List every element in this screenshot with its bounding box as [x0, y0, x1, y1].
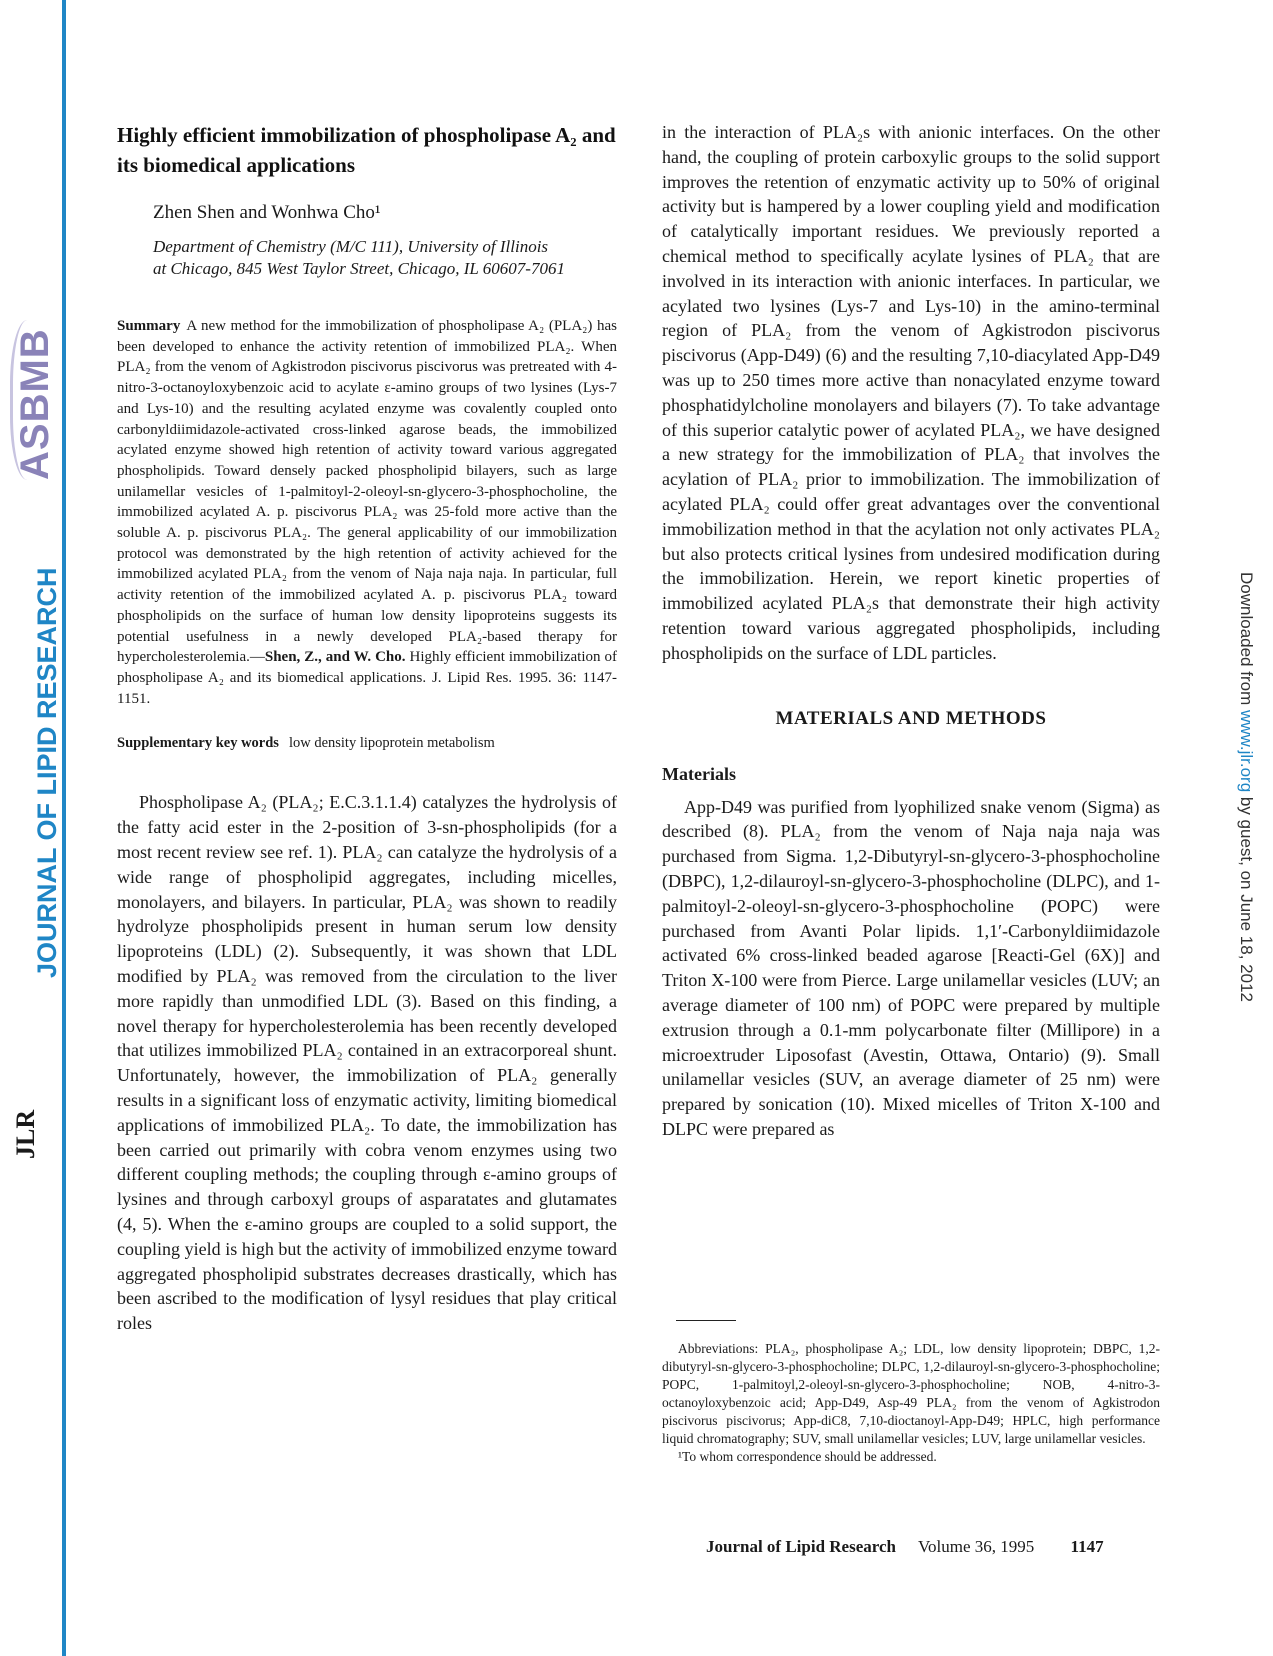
footnote-abbreviations: Abbreviations: PLA₂, phospholipase A₂; LDL, low density lipoprotein; DBPC, 1,2-dibutyryl-sn-glycero-3-phosphocholine; DLPC, 1,2-dilauroyl-sn-glycero-3-phosphocholine; POPC, 1-palmitoyl,2-oleoyl-sn-glycero-3-phosphocholine; NOB, 4-nitro-3-octanoyloxybenzoic acid; App-D49, Asp-49 PLA₂ from the venom of Agkistrodon piscivorus piscivorus; App-diC8, 7,10-dioctanoyl-App-D49; HPLC, high performance liquid chromatography; SUV, small unilamellar vesicles; LUV, large unilamellar vesicles. — [662, 1341, 1160, 1446]
article-title: Highly efficient immobilization of phospholipase A₂ and its biomedical applications — [117, 123, 616, 177]
download-prefix: Downloaded from — [1237, 572, 1256, 710]
affiliation-line-2: at Chicago, 845 West Taylor Street, Chicago, IL 60607-7061 — [153, 259, 565, 278]
summary-paragraph — [117, 316, 617, 709]
footnote-correspondence: ¹To whom correspondence should be addressed. — [678, 1449, 937, 1464]
left-column — [117, 120, 617, 1336]
asbmb-logo: ASBMB — [13, 328, 57, 480]
summary-cite-author: Shen, Z., and W. Cho. — [264, 649, 406, 666]
article-affiliation — [153, 236, 617, 280]
summary-text: A new method for the immobilization of phospholipase A₂ (PLA₂) has been developed to enhance the activity retention of immobilized PLA₂. When PLA₂ from the venom of Agkistrodon piscivorus piscivorus was pretreated with 4-nitro-3-octanoyloxybenzoic acid to acylate ε-amino groups of two lysines (Lys-7 and Lys-10) and the resulting acylated enzyme was covalently coupled onto carbonyldiimidazole-activated cross-linked agarose beads, the immobilized acylated enzyme showed high retention of activity toward various aggregated phospholipids. Toward densely packed phospholipid bilayers, such as large unilamellar vesicles of 1-palmitoyl-2-oleoyl-sn-glycero-3-phosphocholine, the immobilized acylated A. p. piscivorus PLA₂ was 25-fold more active than the soluble A. p. piscivorus PLA₂. The general applicability of our immobilization protocol was demonstrated by the high retention of activity achieved for the immobilized acylated PLA₂ from the venom of Naja naja naja. In particular, full activity retention of the immobilized acylated A. p. piscivorus PLA₂ toward phospholipids on the surface of human low density lipoproteins suggests its potential usefulness in a newly developed PLA₂-based therapy for hypercholesterolemia.— — [117, 318, 617, 666]
keywords-label: Supplementary key words — [117, 735, 279, 752]
footer-page-number: 1147 — [1070, 1537, 1104, 1556]
jlr-logo-icon: JLR — [11, 1109, 40, 1159]
download-notice — [1232, 572, 1256, 1002]
footnotes — [662, 1340, 1160, 1466]
right-column — [662, 120, 1160, 1142]
summary-label: Summary — [117, 318, 181, 334]
materials-paragraph: App-D49 was purified from lyophilized snake venom (Sigma) as described (8). PLA₂ from the venom of Naja naja naja was purchased from Sigma. 1,2-Dibutyryl-sn-glycero-3-phosphocholine (DBPC), 1,2-dilauroyl-sn-glycero-3-phosphocholine (DLPC), and 1-palmitoyl-2-oleoyl-sn-glycero-3-phosphocholine (POPC) were purchased from Avanti Polar lipids. 1,1′-Carbonyldiimidazole activated 6% cross-linked beaded agarose [Reacti-Gel (6X)] and Triton X-100 were from Pierce. Large unilamellar vesicles (LUV; an average diameter of 100 nm) of POPC were prepared by multiple extrusion through a 0.1-mm polycarbonate filter (Millipore) in a microextruder Liposofast (Avestin, Ottawa, Ontario) (9). Small unilamellar vesicles (SUV, an average diameter of 25 nm) were prepared by sonication (10). Mixed micelles of Triton X-100 and DLPC were prepared as — [662, 796, 1160, 1139]
affiliation-line-1: Department of Chemistry (M/C 111), University of Illinois — [153, 237, 549, 256]
intro-continued-paragraph: in the interaction of PLA₂s with anionic interfaces. On the other hand, the coupling of protein carboxylic groups to the solid support improves the retention of enzymatic activity up to 50% of original activity but is hampered by a lower coupling yield and modification of catalytically important residues. We previously reported a chemical method to specifically acylate lysines of PLA₂ that are involved in its interaction with anionic interfaces. In particular, we acylated two lysines (Lys-7 and Lys-10) in the amino-terminal region of PLA₂ from the venom of Agkistrodon piscivorus piscivorus (App-D49) (6) and the resulting 7,10-diacylated App-D49 was up to 250 times more active than nonacylated enzyme toward phosphatidylcholine monolayers and bilayers (7). To take advantage of this superior catalytic power of acylated PLA₂, we have designed a new strategy for the immobilization of PLA₂ that involves the acylation of PLA₂ prior to immobilization. The immobilization of acylated PLA₂ could offer great advantages over the conventional immobilization method in that the acylation not only activates PLA₂ but also protects critical lysines from undesired modification during the immobilization. Herein, we report kinetic properties of immobilized acylated PLA₂s that demonstrate their high activity retention toward various aggregated phospholipids, including phospholipids on the surface of LDL particles. — [662, 122, 1160, 663]
download-link[interactable]: www.jlr.org — [1237, 709, 1256, 793]
page-footer — [706, 1537, 1156, 1557]
keywords — [117, 735, 617, 752]
footnote-divider — [676, 1320, 736, 1321]
keywords-text: low density lipoprotein metabolism — [288, 735, 495, 752]
section-heading: MATERIALS AND METHODS — [775, 707, 1047, 729]
article-authors: Zhen Shen and Wonhwa Cho¹ — [153, 202, 381, 223]
intro-paragraph: Phospholipase A₂ (PLA₂; E.C.3.1.1.4) catalyzes the hydrolysis of the fatty acid ester in the 2-position of 3-sn-phospholipids (for a most recent review see ref. 1). PLA₂ can catalyze the hydrolysis of a wide range of phospholipid aggregates, including micelles, monolayers, and bilayers. In particular, PLA₂ was shown to readily hydrolyze phospholipids present in human serum low density lipoproteins (LDL) (2). Subsequently, it was shown that LDL modified by PLA₂ was removed from the circulation to the liver more rapidly than unmodified LDL (3). Based on this finding, a novel therapy for hypercholesterolemia has been recently developed that utilizes immobilized PLA₂ contained in an extracorporeal shunt. Unfortunately, however, the immobilization of PLA₂ generally results in a significant loss of enzymatic activity, limiting biomedical applications of immobilized PLA₂. To date, the immobilization has been carried out primarily with cobra venom enzymes using two different coupling methods; the coupling through ε-amino groups of lysines and through carboxyl groups of asparatates and glutamates (4, 5). When the ε-amino groups are coupled to a solid support, the coupling yield is high but the activity of immobilized enzyme toward aggregated phospholipid substrates decreases drastically, which has been ascribed to the modification of lysyl residues that play critical roles — [117, 792, 617, 1334]
journal-vertical-title: JOURNAL OF LIPID RESEARCH — [32, 567, 62, 978]
materials-subheading: Materials — [662, 763, 736, 784]
footer-journal: Journal of Lipid Research — [706, 1537, 897, 1556]
footer-volume: Volume 36, 1995 — [917, 1537, 1035, 1556]
summary-cite-rest: Highly efficient immobilization of phospholipase A₂ and its biomedical applications. J. Lipid Res. 1995. 36: 1147-1151. — [117, 649, 618, 707]
download-suffix: by guest, on June 18, 2012 — [1237, 792, 1256, 1002]
